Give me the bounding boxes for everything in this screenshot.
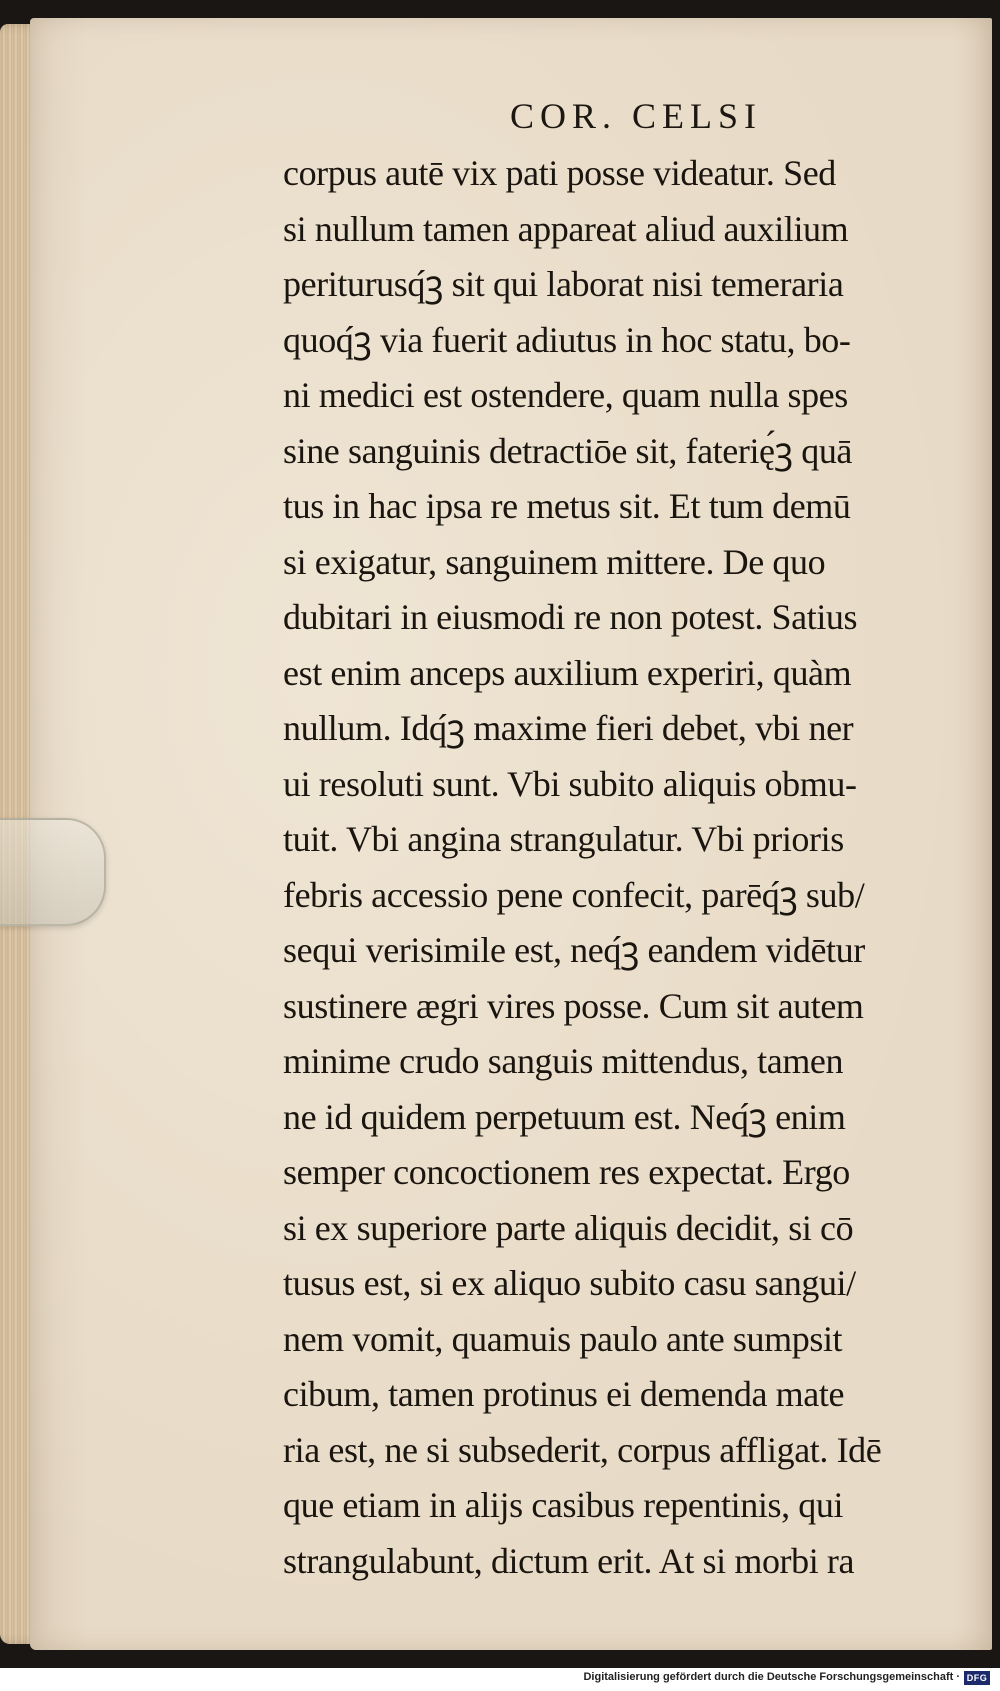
text-line: quoq́ꝫ via fuerit adiutus in hoc statu, bo- — [283, 319, 851, 360]
text-line: cibum, tamen protinus ei demenda mate — [283, 1374, 845, 1414]
text-line: sine sanguinis detractiōe sit, faterię́ꝫ quā — [283, 430, 853, 471]
text-line: que etiam in alijs casibus repentinis, qui — [283, 1485, 844, 1525]
text-line: ui resoluti sunt. Vbi subito aliquis obmu- — [283, 763, 857, 804]
text-line: ne id quidem perpetuum est. Neq́ꝫ enim — [283, 1096, 846, 1137]
text-line: tuit. Vbi angina strangulatur. Vbi prioris — [283, 819, 844, 859]
text-line: semper concoctionem res expectat. Ergo — [283, 1152, 850, 1192]
dfg-logo: DFG — [964, 1671, 990, 1685]
digitization-credit: Digitalisierung gefördert durch die Deutsche Forschungsgemeinschaft · — [583, 1671, 960, 1683]
text-line: periturusq́ꝫ sit qui laborat nisi temeraria — [283, 264, 844, 304]
text-line: si exigatur, sanguinem mittere. De quo — [283, 541, 826, 582]
page-clip — [0, 818, 106, 926]
text-line: si ex superiore parte aliquis decidit, si cō — [283, 1207, 854, 1248]
text-line: est enim anceps auxilium experiri, quàm — [283, 652, 852, 693]
text-line: strangulabunt, dictum erit. At si morbi ra — [283, 1540, 855, 1581]
text-line: febris accessio pene confecit, parēq́ꝫ sub/ — [283, 874, 865, 915]
text-line: dubitari in eiusmodi re non potest. Satius — [283, 597, 858, 637]
running-head: COR. CELSI — [510, 96, 763, 136]
text-line: ni medici est ostendere, quam nulla spes — [283, 375, 848, 415]
text-line: nullum. Idq́ꝫ maxime fieri debet, vbi ner — [283, 708, 854, 748]
text-line: sequi verisimile est, neq́ꝫ eandem vidētur — [283, 930, 865, 970]
text-line: nem vomit, quamuis paulo ante sumpsit — [283, 1318, 843, 1359]
text-line: ria est, ne si subsederit, corpus affligat. Idē — [283, 1429, 882, 1470]
text-line: sustinere ægri vires posse. Cum sit autem — [283, 985, 864, 1026]
text-line: minime crudo sanguis mittendus, tamen — [283, 1041, 844, 1081]
text-line: tus in hac ipsa re metus sit. Et tum demū — [283, 486, 851, 526]
text-line: corpus autē vix pati posse videatur. Sed — [283, 153, 836, 193]
text-line: si nullum tamen appareat aliud auxilium — [283, 208, 849, 249]
body-text — [283, 146, 983, 1589]
text-line: tusus est, si ex aliquo subito casu sangui/ — [283, 1263, 856, 1303]
